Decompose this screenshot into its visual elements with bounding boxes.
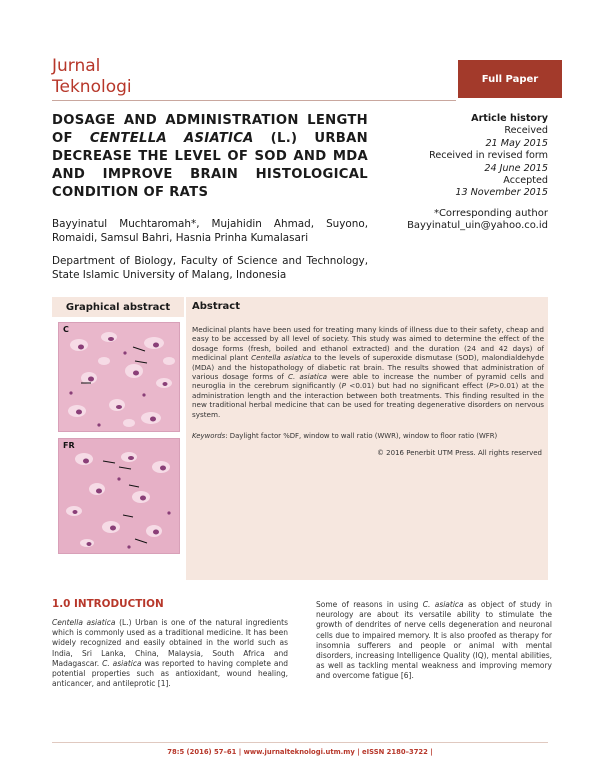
revised-label: Received in revised form: [429, 150, 548, 162]
abstract-panel: [186, 297, 548, 580]
title-species: CENTELLA ASIATICA: [89, 131, 254, 146]
abstract-species-2: C. asiatica: [287, 372, 328, 382]
abstract-species-1: Centella asiatica: [251, 353, 312, 363]
keywords-label: Keywords: [192, 432, 226, 440]
author-list: Bayyinatul Muchtaromah*, Mujahidin Ahmad, Suyono, Romaidi, Samsul Bahri, Hasnia Prinha Kumalasari: [52, 218, 368, 244]
corresponding-label: *Corresponding author: [433, 207, 548, 219]
graphical-abstract-heading: Graphical abstract: [52, 297, 184, 317]
page-footer: 78:5 (2016) 57–61 | www.jurnalteknologi.utm.my | eISSN 2180–3722 |: [167, 748, 433, 756]
abstract-p-1: P: [341, 381, 346, 391]
abstract-heading: Abstract: [192, 301, 241, 312]
intro-right-b: as object of study in neurology are about its versatile ability to stimulate the growth of dendrites of nerve cells degeneration and neuronal cells due to impaired memory. It is also proofed as therapy for insomnia sufferers and people or animal with mental disorders, increasing Intelligence Quality (IQ), mental abilities, as well as tackling mental weakness and improving memory and overcome fatigue [6].: [316, 600, 552, 681]
keywords: [192, 432, 544, 440]
received-date: 21 May 2015: [485, 137, 548, 149]
intro-left-a: (L.) Urban is one of the natural ingredients which is commonly used as a traditional medicine. It has been widely recognized and easily obtained in the world such as India, Sri Lanka, China, Malaysia, South Africa and Madagascar.: [52, 618, 288, 668]
intro-left-b: was reported to having complete and potential properties such as antioxidant, wound healing, anticancer, and antileprotic [1].: [52, 658, 289, 689]
full-paper-badge: Full Paper: [458, 60, 562, 98]
micrograph-control: [58, 322, 180, 432]
journal-logo: [52, 56, 132, 98]
micrograph-fresh: [58, 438, 180, 554]
intro-right-a: Some of reasons in using: [316, 600, 423, 609]
intro-species-3: C. asiatica: [422, 600, 464, 609]
corresponding-email[interactable]: Bayyinatul_uin@yahoo.co.id: [407, 220, 548, 232]
keywords-list: : Daylight factor %DF, window to wall ratio (WWR), window to floor ratio (WFR): [225, 432, 498, 440]
header-divider: [52, 100, 456, 101]
introduction-heading: 1.0 INTRODUCTION: [52, 598, 164, 610]
abstract-seg-a: Medicinal plants have been used for treating many kinds of illness due to their safety, cheap and easy to be accessed by all level of society. This study was aimed to determine the effect of the dosage forms (fresh, boiled and ethanol extracted) and the duration (24 and 42 days) of medicinal plant: [192, 325, 544, 363]
accepted-label: Accepted: [503, 175, 548, 187]
abstract-p-2: P: [489, 381, 494, 391]
panel-label-control: C: [63, 325, 69, 334]
copyright: © 2016 Penerbit UTM Press. All rights reserved: [376, 449, 542, 457]
abstract-seg-d: <0.01) but had no significant effect (: [345, 381, 490, 391]
accepted-date: 13 November 2015: [455, 187, 548, 199]
introduction-right-column: [316, 600, 552, 682]
article-history: [400, 113, 548, 233]
intro-species-1: Centella asiatica: [52, 618, 116, 627]
journal-name-line1: Jurnal: [52, 56, 101, 76]
journal-name-line2: Teknologi: [52, 77, 132, 97]
paper-title: [52, 112, 368, 202]
history-heading: Article history: [471, 113, 548, 124]
title-part-1: DOSAGE AND ADMINISTRATION LENGTH OF: [52, 113, 368, 146]
revised-date: 24 June 2015: [484, 162, 548, 174]
abstract-seg-b: to the levels of superoxide dismutase (SOD), malondialdehyde (MDA) and the histopathology of diabetic rat brain. The results showed that administration of various dosage forms of: [192, 353, 544, 382]
abstract-seg-c: were able to increase the number of pyramid cells and neuroglia in the cerebrum significantly (: [192, 372, 544, 391]
abstract-text: [192, 325, 544, 419]
intro-species-2: C. asiatica: [102, 658, 142, 668]
footer-divider: [52, 742, 548, 743]
title-part-2: (L.) URBAN DECREASE THE LEVEL OF SOD AND MDA AND IMPROVE BRAIN HISTOLOGICAL CONDITION OF RATS: [52, 131, 368, 200]
introduction-left-column: [52, 618, 288, 689]
abstract-seg-e: >0.01) at the administration length and the interaction between both treatments. This finding resulted in the new traditional herbal medicine that can be used for treating degenerative disorders on nervous system.: [192, 381, 544, 419]
affiliation: Department of Biology, Faculty of Science and Technology, State Islamic University of Malang, Indonesia: [52, 255, 368, 281]
panel-label-fresh: FR: [63, 441, 75, 450]
received-label: Received: [504, 125, 548, 137]
